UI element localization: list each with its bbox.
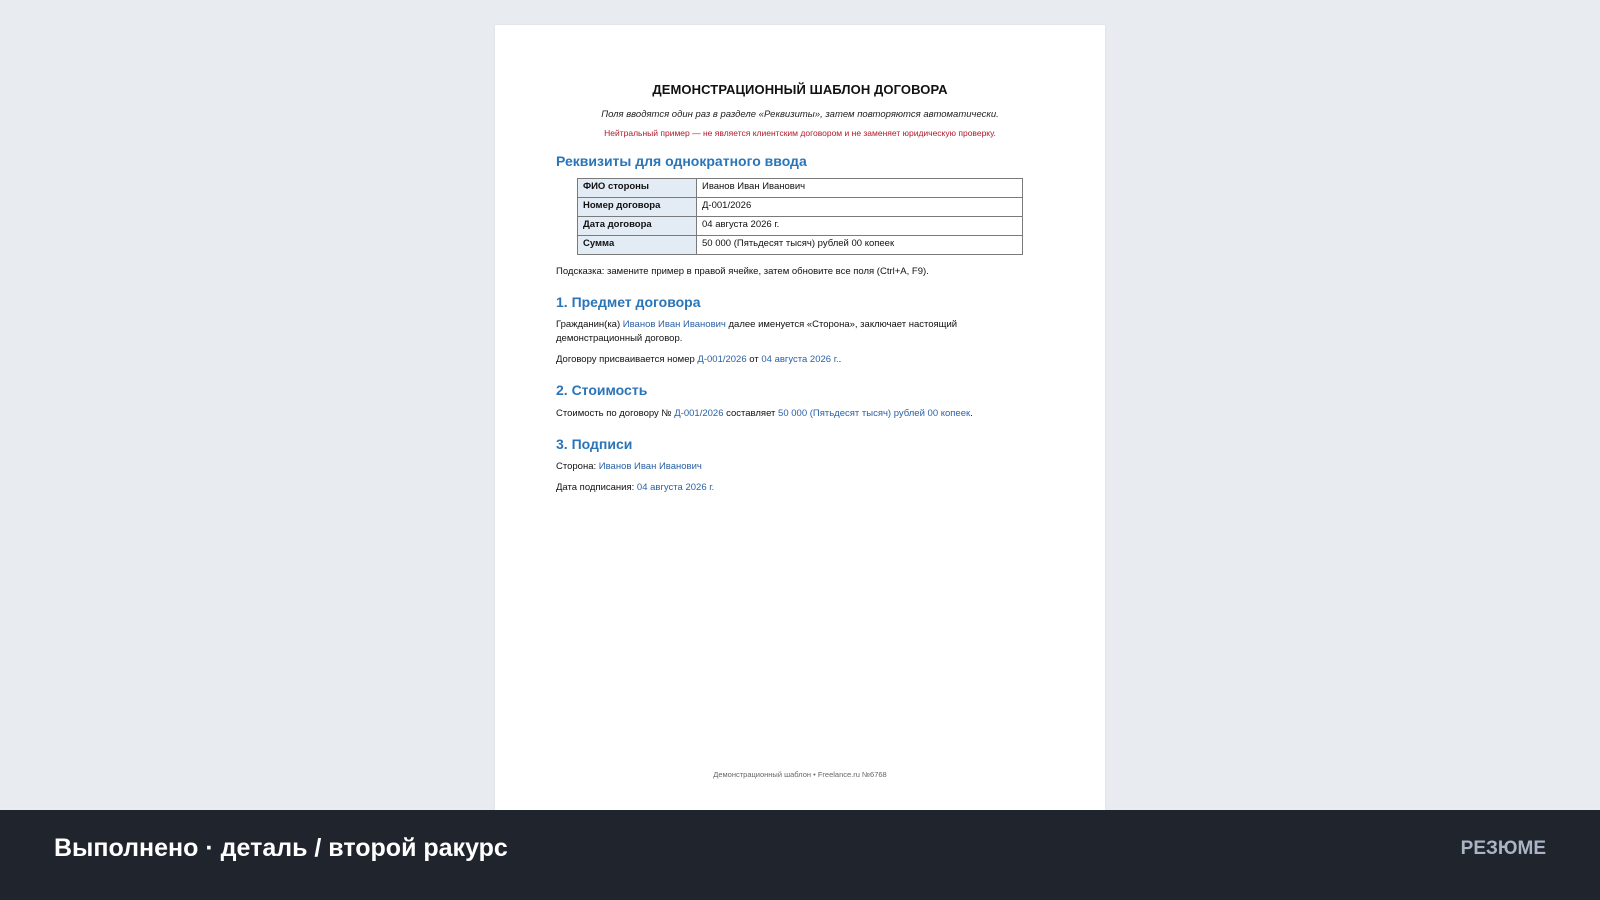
section-1-paragraph-1 — [556, 318, 1026, 346]
caption-title: Выполнено · деталь / второй ракурс — [54, 834, 508, 862]
contract-date-field: 04 августа 2026 г. — [761, 354, 839, 365]
requisite-value: 04 августа 2026 г. — [697, 217, 1023, 236]
requisite-label: Номер договора — [578, 198, 697, 217]
document-subtitle: Поля вводятся один раз в разделе «Реквизиты», затем повторяются автоматически. — [601, 109, 999, 120]
contract-number-field: Д-001/2026 — [674, 408, 724, 419]
text-run: Гражданин(ка) — [556, 319, 623, 330]
resume-link[interactable]: РЕЗЮМЕ — [1460, 838, 1546, 859]
document-title: ДЕМОНСТРАЦИОННЫЙ ШАБЛОН ДОГОВОРА — [652, 82, 948, 97]
contract-amount-field: 50 000 (Пятьдесят тысяч) рублей 00 копеек — [778, 408, 971, 419]
signature-date-line — [556, 481, 1026, 495]
text-run: . — [838, 354, 842, 365]
text-run: от — [746, 354, 762, 365]
table-row — [578, 217, 1023, 236]
party-name-field: Иванов Иван Иванович — [598, 461, 702, 472]
table-row — [578, 179, 1023, 198]
text-run: составляет — [723, 408, 779, 419]
requisites-table — [577, 178, 1023, 255]
text-run: Договору присваивается номер — [556, 354, 698, 365]
party-name-field: Иванов Иван Иванович — [622, 319, 726, 330]
text-run: далее именуется «Сторона», заключает настоящий демонстрационный договор. — [556, 319, 958, 344]
section-1-heading: 1. Предмет договора — [556, 294, 701, 310]
text-run: Дата подписания: — [556, 482, 637, 493]
requisite-label: ФИО стороны — [578, 179, 697, 198]
section-2-heading: 2. Стоимость — [556, 382, 648, 398]
table-row — [578, 236, 1023, 255]
signature-party-line — [556, 460, 1026, 474]
caption-bar — [0, 810, 1600, 900]
contract-date-field: 04 августа 2026 г. — [636, 482, 715, 493]
requisite-value: 50 000 (Пятьдесят тысяч) рублей 00 копеек — [697, 236, 1023, 255]
section-1-paragraph-2 — [556, 353, 1026, 367]
requisite-value: Иванов Иван Иванович — [697, 179, 1023, 198]
section-2-paragraph — [556, 407, 1026, 421]
document-footer: Демонстрационный шаблон • Freelance.ru №6768 — [713, 770, 887, 779]
section-3-heading: 3. Подписи — [556, 436, 633, 452]
requisite-label: Дата договора — [578, 217, 697, 236]
requisite-value: Д-001/2026 — [697, 198, 1023, 217]
document-page — [495, 25, 1105, 810]
requisites-heading: Реквизиты для однократного ввода — [556, 153, 807, 169]
requisite-label: Сумма — [578, 236, 697, 255]
requisites-hint: Подсказка: замените пример в правой ячейке, затем обновите все поля (Ctrl+A, F9). — [556, 266, 929, 277]
table-row — [578, 198, 1023, 217]
text-run: Сторона: — [556, 461, 599, 472]
text-run: Стоимость по договору № — [556, 408, 675, 419]
contract-number-field: Д-001/2026 — [697, 354, 747, 365]
document-disclaimer: Нейтральный пример — не является клиентским договором и не заменяет юридическую проверку. — [604, 128, 996, 138]
text-run: . — [970, 408, 973, 419]
